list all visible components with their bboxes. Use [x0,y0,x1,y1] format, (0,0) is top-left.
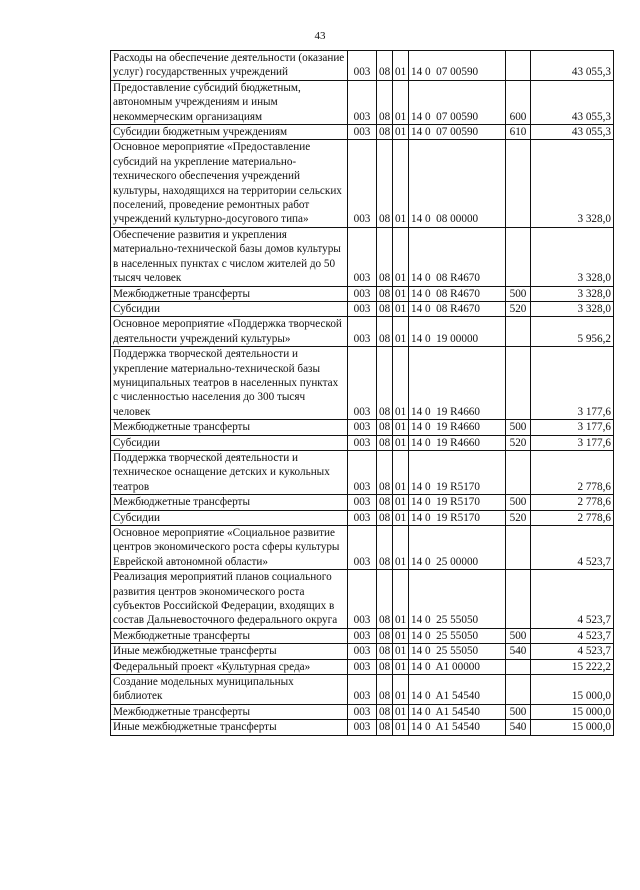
budget-table-body [111,51,614,736]
section-code-cell: 08 [377,347,393,420]
ministry-code-cell: 003 [348,510,377,525]
row-name-cell: Межбюджетные трансферты [111,495,348,510]
section-code-cell: 08 [377,435,393,450]
amount-cell: 3 328,0 [531,301,614,316]
table-row [111,450,614,494]
expense-type-code-cell [506,675,531,705]
amount-cell: 43 055,3 [531,80,614,124]
amount-cell: 2 778,6 [531,495,614,510]
table-row [111,435,614,450]
subsection-code-cell: 01 [393,675,409,705]
subsection-code-cell: 01 [393,420,409,435]
ministry-code-cell: 003 [348,317,377,347]
row-name-cell: Расходы на обеспечение деятельности (оказание услуг) государственных учреждений [111,51,348,81]
row-name-cell: Субсидии [111,301,348,316]
amount-cell: 3 328,0 [531,227,614,286]
table-row [111,526,614,570]
row-name-cell: Межбюджетные трансферты [111,628,348,643]
table-row [111,125,614,140]
expense-type-code-cell: 610 [506,125,531,140]
budget-table [110,50,614,736]
table-row [111,704,614,719]
amount-cell: 4 523,7 [531,570,614,629]
row-name-cell: Иные межбюджетные трансферты [111,644,348,659]
target-article-code-cell: 14 0 19 R4660 [409,420,506,435]
subsection-code-cell: 01 [393,526,409,570]
table-row [111,720,614,735]
amount-cell: 3 177,6 [531,435,614,450]
subsection-code-cell: 01 [393,301,409,316]
table-row [111,317,614,347]
row-name-cell: Межбюджетные трансферты [111,286,348,301]
target-article-code-cell: 14 0 19 R4660 [409,347,506,420]
ministry-code-cell: 003 [348,675,377,705]
section-code-cell: 08 [377,526,393,570]
amount-cell: 3 328,0 [531,286,614,301]
table-row [111,227,614,286]
section-code-cell: 08 [377,644,393,659]
amount-cell: 3 177,6 [531,420,614,435]
subsection-code-cell: 01 [393,80,409,124]
row-name-cell: Предоставление субсидий бюджетным, автономным учреждениям и иным некоммерческим организациям [111,80,348,124]
ministry-code-cell: 003 [348,227,377,286]
expense-type-code-cell [506,659,531,674]
ministry-code-cell: 003 [348,420,377,435]
ministry-code-cell: 003 [348,570,377,629]
target-article-code-cell: 14 0 A1 54540 [409,720,506,735]
amount-cell: 4 523,7 [531,628,614,643]
expense-type-code-cell: 540 [506,644,531,659]
table-row [111,347,614,420]
target-article-code-cell: 14 0 07 00590 [409,80,506,124]
row-name-cell: Основное мероприятие «Предоставление субсидий на укрепление материально-технического обеспечения учреждений культуры, находящихся на территории сельских поселений, проведение ремонтных работ учреждений культурно-досугового типа» [111,140,348,227]
target-article-code-cell: 14 0 07 00590 [409,125,506,140]
section-code-cell: 08 [377,420,393,435]
table-row [111,495,614,510]
row-name-cell: Субсидии бюджетным учреждениям [111,125,348,140]
section-code-cell: 08 [377,495,393,510]
subsection-code-cell: 01 [393,510,409,525]
table-row [111,510,614,525]
table-row [111,659,614,674]
expense-type-code-cell: 500 [506,495,531,510]
expense-type-code-cell [506,51,531,81]
target-article-code-cell: 14 0 19 R5170 [409,510,506,525]
target-article-code-cell: 14 0 25 55050 [409,628,506,643]
subsection-code-cell: 01 [393,317,409,347]
subsection-code-cell: 01 [393,720,409,735]
table-row [111,644,614,659]
amount-cell: 2 778,6 [531,510,614,525]
target-article-code-cell: 14 0 25 55050 [409,644,506,659]
ministry-code-cell: 003 [348,347,377,420]
ministry-code-cell: 003 [348,704,377,719]
row-name-cell: Федеральный проект «Культурная среда» [111,659,348,674]
target-article-code-cell: 14 0 25 55050 [409,570,506,629]
expense-type-code-cell: 600 [506,80,531,124]
subsection-code-cell: 01 [393,286,409,301]
row-name-cell: Межбюджетные трансферты [111,704,348,719]
section-code-cell: 08 [377,227,393,286]
section-code-cell: 08 [377,80,393,124]
expense-type-code-cell [506,227,531,286]
ministry-code-cell: 003 [348,659,377,674]
target-article-code-cell: 14 0 08 R4670 [409,301,506,316]
ministry-code-cell: 003 [348,51,377,81]
table-row [111,51,614,81]
amount-cell: 2 778,6 [531,450,614,494]
section-code-cell: 08 [377,628,393,643]
section-code-cell: 08 [377,140,393,227]
section-code-cell: 08 [377,125,393,140]
amount-cell: 15 222,2 [531,659,614,674]
table-row [111,420,614,435]
row-name-cell: Межбюджетные трансферты [111,420,348,435]
amount-cell: 3 328,0 [531,140,614,227]
ministry-code-cell: 003 [348,450,377,494]
subsection-code-cell: 01 [393,628,409,643]
expense-type-code-cell: 500 [506,704,531,719]
target-article-code-cell: 14 0 08 00000 [409,140,506,227]
row-name-cell: Реализация мероприятий планов социального развития центров экономического роста субъектов Российской Федерации, входящих в состав Дальневосточного федерального округа [111,570,348,629]
expense-type-code-cell [506,570,531,629]
expense-type-code-cell [506,317,531,347]
subsection-code-cell: 01 [393,570,409,629]
ministry-code-cell: 003 [348,140,377,227]
ministry-code-cell: 003 [348,720,377,735]
expense-type-code-cell: 500 [506,420,531,435]
row-name-cell: Поддержка творческой деятельности и техническое оснащение детских и кукольных театров [111,450,348,494]
section-code-cell: 08 [377,51,393,81]
table-row [111,675,614,705]
target-article-code-cell: 14 0 A1 54540 [409,675,506,705]
amount-cell: 15 000,0 [531,704,614,719]
table-row [111,301,614,316]
amount-cell: 43 055,3 [531,125,614,140]
target-article-code-cell: 14 0 A1 00000 [409,659,506,674]
target-article-code-cell: 14 0 A1 54540 [409,704,506,719]
ministry-code-cell: 003 [348,301,377,316]
ministry-code-cell: 003 [348,435,377,450]
expense-type-code-cell [506,140,531,227]
section-code-cell: 08 [377,659,393,674]
target-article-code-cell: 14 0 25 00000 [409,526,506,570]
target-article-code-cell: 14 0 19 R5170 [409,495,506,510]
expense-type-code-cell: 520 [506,510,531,525]
subsection-code-cell: 01 [393,140,409,227]
subsection-code-cell: 01 [393,51,409,81]
amount-cell: 15 000,0 [531,675,614,705]
section-code-cell: 08 [377,286,393,301]
row-name-cell: Основное мероприятие «Социальное развитие центров экономического роста сферы культуры Еврейской автономной области» [111,526,348,570]
subsection-code-cell: 01 [393,704,409,719]
amount-cell: 5 956,2 [531,317,614,347]
expense-type-code-cell: 540 [506,720,531,735]
section-code-cell: 08 [377,570,393,629]
subsection-code-cell: 01 [393,450,409,494]
expense-type-code-cell [506,347,531,420]
expense-type-code-cell: 500 [506,628,531,643]
section-code-cell: 08 [377,317,393,347]
table-row [111,140,614,227]
table-row [111,286,614,301]
row-name-cell: Субсидии [111,435,348,450]
expense-type-code-cell [506,450,531,494]
ministry-code-cell: 003 [348,286,377,301]
ministry-code-cell: 003 [348,125,377,140]
expense-type-code-cell: 500 [506,286,531,301]
subsection-code-cell: 01 [393,495,409,510]
row-name-cell: Иные межбюджетные трансферты [111,720,348,735]
row-name-cell: Поддержка творческой деятельности и укрепление материально-технической базы муниципальных театров в населенных пунктах с численностью населения до 300 тысяч человек [111,347,348,420]
target-article-code-cell: 14 0 08 R4670 [409,286,506,301]
ministry-code-cell: 003 [348,526,377,570]
section-code-cell: 08 [377,675,393,705]
expense-type-code-cell: 520 [506,301,531,316]
amount-cell: 43 055,3 [531,51,614,81]
expense-type-code-cell: 520 [506,435,531,450]
target-article-code-cell: 14 0 19 R5170 [409,450,506,494]
target-article-code-cell: 14 0 19 00000 [409,317,506,347]
amount-cell: 15 000,0 [531,720,614,735]
row-name-cell: Основное мероприятие «Поддержка творческой деятельности учреждений культуры» [111,317,348,347]
expense-type-code-cell [506,526,531,570]
subsection-code-cell: 01 [393,435,409,450]
table-row [111,628,614,643]
table-row [111,80,614,124]
row-name-cell: Создание модельных муниципальных библиотек [111,675,348,705]
amount-cell: 3 177,6 [531,347,614,420]
target-article-code-cell: 14 0 07 00590 [409,51,506,81]
section-code-cell: 08 [377,704,393,719]
ministry-code-cell: 003 [348,80,377,124]
target-article-code-cell: 14 0 08 R4670 [409,227,506,286]
section-code-cell: 08 [377,720,393,735]
page-number: 43 [314,30,326,42]
table-row [111,570,614,629]
target-article-code-cell: 14 0 19 R4660 [409,435,506,450]
row-name-cell: Субсидии [111,510,348,525]
amount-cell: 4 523,7 [531,526,614,570]
subsection-code-cell: 01 [393,125,409,140]
subsection-code-cell: 01 [393,347,409,420]
subsection-code-cell: 01 [393,659,409,674]
ministry-code-cell: 003 [348,495,377,510]
subsection-code-cell: 01 [393,644,409,659]
ministry-code-cell: 003 [348,628,377,643]
section-code-cell: 08 [377,510,393,525]
row-name-cell: Обеспечение развития и укрепления материально-технической базы домов культуры в населенных пунктах с числом жителей до 50 тысяч человек [111,227,348,286]
amount-cell: 4 523,7 [531,644,614,659]
subsection-code-cell: 01 [393,227,409,286]
section-code-cell: 08 [377,301,393,316]
ministry-code-cell: 003 [348,644,377,659]
section-code-cell: 08 [377,450,393,494]
